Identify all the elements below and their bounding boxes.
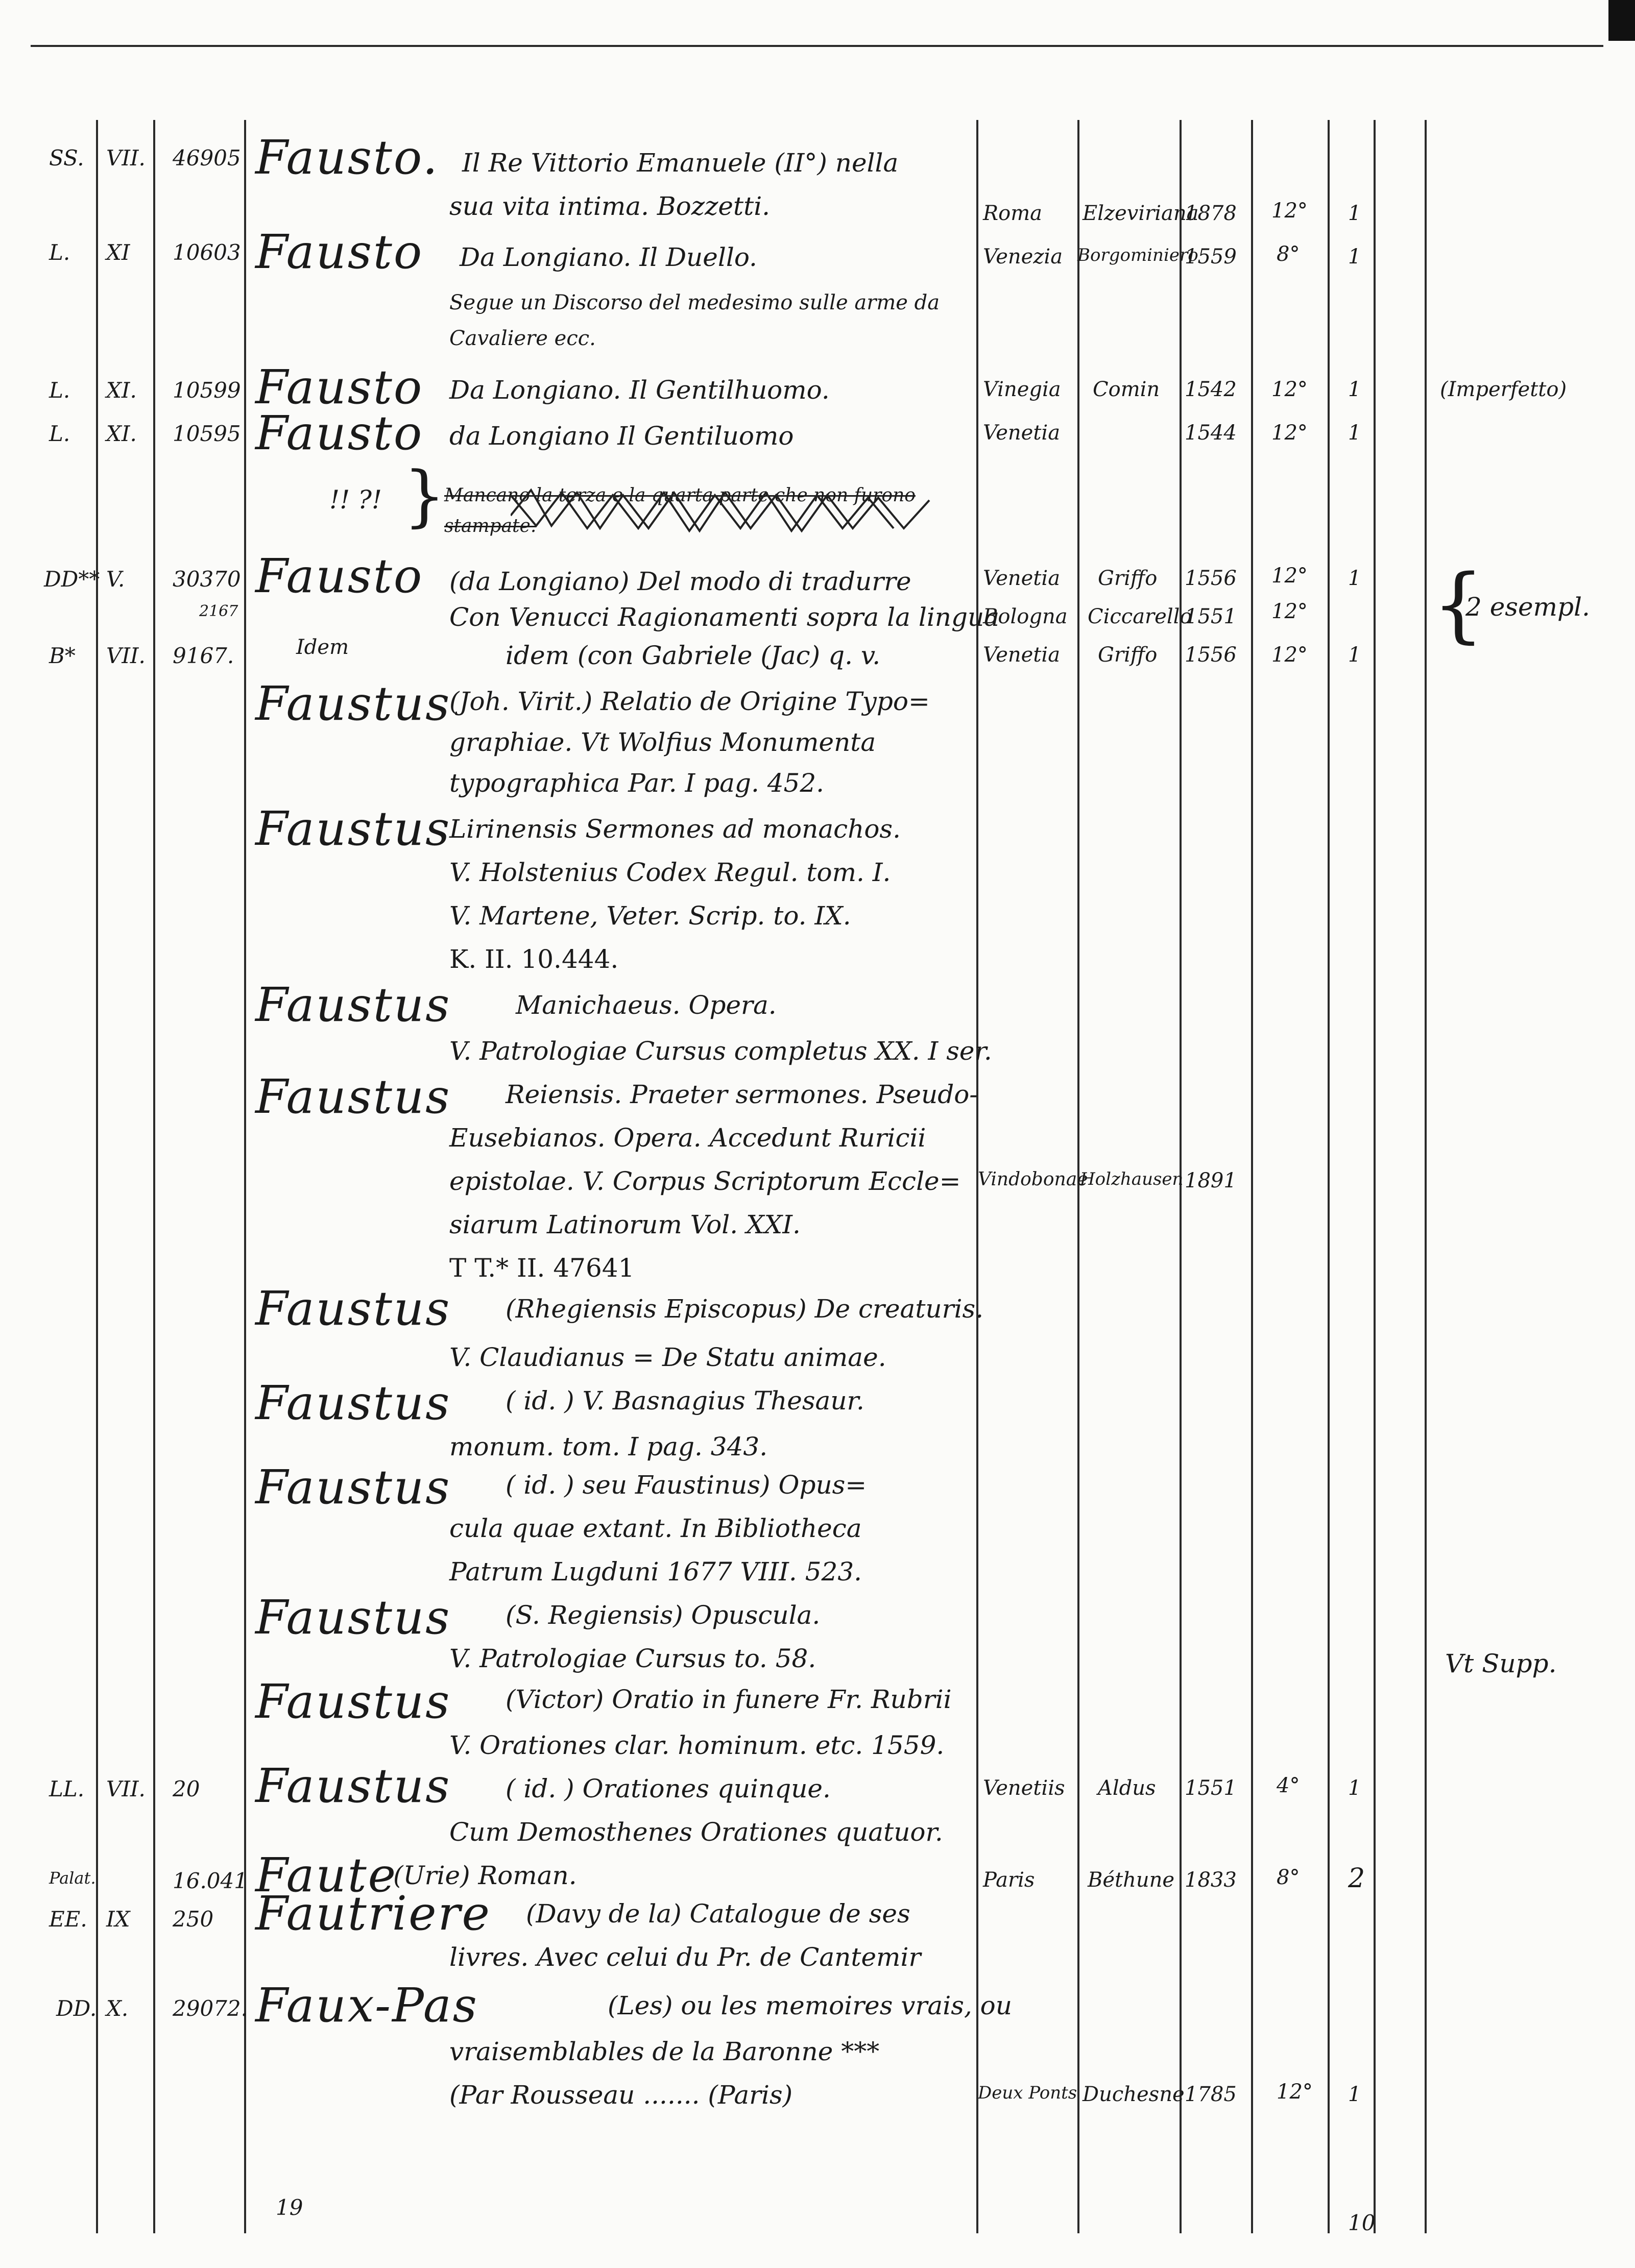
- entry-text: (Victor) Oratio in funere Fr. Rubrii: [506, 1685, 952, 1714]
- year: 1878: [1185, 202, 1237, 225]
- format: 12°: [1271, 643, 1308, 667]
- entry-heading: Faustus: [255, 1590, 451, 1645]
- shelf-a: L.: [49, 378, 70, 403]
- shelf-c: 10599: [173, 378, 241, 403]
- strikethrough-scribble: [511, 480, 970, 536]
- year: 1556: [1185, 567, 1237, 590]
- entry-text: ( id. ) Orationes quinque.: [506, 1774, 831, 1803]
- format: 12°: [1271, 378, 1308, 401]
- entry-text: V. Orationes clar. hominum. etc. 1559.: [449, 1730, 945, 1760]
- shelf-a: SS.: [49, 145, 84, 170]
- entry-text: Cum Demosthenes Orationes quatuor.: [449, 1817, 943, 1847]
- shelf-b: VII.: [106, 1776, 146, 1801]
- shelf-c: 20: [173, 1776, 200, 1801]
- shelf-b: VII.: [106, 643, 146, 668]
- place: Venezia: [983, 245, 1063, 269]
- shelf-b: X.: [106, 1996, 129, 2021]
- entry-heading: Faustus: [255, 978, 451, 1032]
- entry-text: Eusebianos. Opera. Accedunt Ruricii: [449, 1123, 926, 1153]
- entry-heading: Faustus: [255, 801, 451, 856]
- year: 1833: [1185, 1868, 1237, 1892]
- entry-text: V. Patrologiae Cursus completus XX. I ser.: [449, 1036, 992, 1066]
- shelf-b: XI: [106, 240, 130, 265]
- publisher: Borgominiero: [1077, 245, 1198, 265]
- entry-heading: Faustus: [255, 1069, 451, 1124]
- shelf-b: IX: [106, 1907, 130, 1932]
- vols: 1: [1348, 378, 1361, 401]
- format: 12°: [1277, 2080, 1313, 2104]
- vols: 1: [1348, 1776, 1361, 1800]
- shelf-c: 250: [173, 1907, 214, 1932]
- place: Deux Ponts: [978, 2083, 1077, 2103]
- publisher: Duchesne: [1083, 2083, 1185, 2106]
- shelf-b: V.: [106, 567, 125, 592]
- entry-text: (Les) ou les memoires vrais, ou: [608, 1991, 1012, 2020]
- format: 12°: [1271, 564, 1308, 588]
- col-rule-shelf-b: [153, 120, 155, 2233]
- col-rule-remark: [1425, 120, 1427, 2233]
- volume-count-total: 10: [1348, 2210, 1376, 2235]
- entry-text: Manichaeus. Opera.: [516, 990, 777, 1020]
- publisher: Ciccarello: [1088, 605, 1192, 628]
- place: Venetiis: [983, 1776, 1065, 1800]
- shelf-c: 9167.: [173, 643, 234, 668]
- entry-text: epistolae. V. Corpus Scriptorum Eccle=: [449, 1166, 961, 1196]
- page-number: 19: [276, 2195, 303, 2220]
- shelf-a: B*: [49, 643, 76, 668]
- col-rule-year: [1251, 120, 1253, 2233]
- entry-heading: Faustus: [255, 1281, 451, 1336]
- year: 1785: [1185, 2083, 1237, 2106]
- shelf-c: 10595: [173, 421, 241, 446]
- year: 1559: [1185, 245, 1237, 269]
- col-rule-shelf-a: [96, 120, 98, 2233]
- entry-text: sua vita intima. Bozzetti.: [449, 191, 771, 221]
- place: Paris: [983, 1868, 1035, 1892]
- place: Venetia: [983, 643, 1061, 667]
- shelf-c: 46905: [173, 145, 241, 170]
- entry-heading: Faute: [255, 1848, 398, 1903]
- struck-note: stampate.: [444, 516, 537, 536]
- publisher: Aldus: [1098, 1776, 1156, 1800]
- entry-text: K. II. 10.444.: [449, 944, 619, 974]
- format: 12°: [1271, 199, 1308, 223]
- shelf-c: 2167: [199, 602, 238, 620]
- entry-heading: Fautriere: [255, 1886, 491, 1941]
- entry-text: Da Longiano. Il Duello.: [460, 242, 757, 272]
- entry-text: V. Martene, Veter. Scrip. to. IX.: [449, 901, 851, 931]
- shelf-a: L.: [49, 240, 70, 265]
- vols: 1: [1348, 245, 1361, 269]
- place: Vinegia: [983, 378, 1061, 401]
- entry-text: (Urie) Roman.: [393, 1861, 577, 1890]
- remark: 2 esempl.: [1465, 592, 1590, 622]
- year: 1551: [1185, 1776, 1237, 1800]
- shelf-a: LL.: [49, 1776, 85, 1801]
- entry-heading: Faustus: [255, 1759, 451, 1813]
- place: Venetia: [983, 421, 1061, 445]
- entry-heading: Faustus: [255, 676, 451, 731]
- entry-text: ( id. ) V. Basnagius Thesaur.: [506, 1386, 864, 1416]
- entry-text: da Longiano Il Gentiluomo: [449, 421, 794, 451]
- entry-heading: Fausto: [255, 406, 424, 460]
- format: 12°: [1271, 421, 1308, 445]
- entry-text: T T.* II. 47641: [449, 1253, 635, 1283]
- entry-text: V. Holstenius Codex Regul. tom. I.: [449, 858, 891, 887]
- publisher: Comin: [1093, 378, 1160, 401]
- entry-text: (Joh. Virit.) Relatio de Origine Typo=: [449, 687, 930, 716]
- entry-text: (da Longiano) Del modo di tradurre: [449, 567, 911, 596]
- publisher: Holzhausen: [1080, 1169, 1184, 1189]
- entry-heading: Faustus: [255, 1460, 451, 1515]
- year: 1891: [1185, 1169, 1237, 1192]
- entry-heading: Fausto: [255, 360, 424, 414]
- shelf-c: 29072.: [173, 1996, 248, 2021]
- col-rule-vols: [1374, 120, 1376, 2233]
- entry-text: (Davy de la) Catalogue de ses: [526, 1899, 910, 1929]
- year: 1551: [1185, 605, 1237, 628]
- brace-icon: {: [1432, 556, 1484, 652]
- col-rule-format: [1328, 120, 1330, 2233]
- shelf-b: XI.: [106, 378, 137, 403]
- question-mark: !! ?!: [329, 485, 382, 515]
- shelf-c: 16.041: [173, 1868, 248, 1893]
- publisher: Griffo: [1098, 643, 1158, 667]
- shelf-a: L.: [49, 421, 70, 446]
- place: Bologna: [983, 605, 1068, 628]
- shelf-a: DD.: [56, 1996, 97, 2021]
- shelf-b: XI.: [106, 421, 137, 446]
- format: 8°: [1277, 242, 1300, 266]
- shelf-c: 10603: [173, 240, 241, 265]
- publisher: Griffo: [1098, 567, 1158, 590]
- entry-heading: Faustus: [255, 1376, 451, 1430]
- shelf-c: 30370: [173, 567, 241, 592]
- vols: 1: [1348, 567, 1361, 590]
- year: 1556: [1185, 643, 1237, 667]
- entry-text: Cavaliere ecc.: [449, 327, 596, 350]
- entry-text: typographica Par. I pag. 452.: [449, 768, 825, 798]
- format: 8°: [1277, 1866, 1300, 1889]
- right-edge-bar: [1608, 0, 1635, 41]
- entry-heading: Fausto: [255, 549, 424, 603]
- entry-text: Patrum Lugduni 1677 VIII. 523.: [449, 1557, 862, 1587]
- brace-icon: }: [403, 457, 446, 534]
- entry-text: Lirinensis Sermones ad monachos.: [449, 814, 901, 844]
- format: 4°: [1277, 1774, 1300, 1797]
- entry-text: (Rhegiensis Episcopus) De creaturis.: [506, 1294, 984, 1324]
- place: Venetia: [983, 567, 1061, 590]
- entry-text: siarum Latinorum Vol. XXI.: [449, 1210, 801, 1239]
- entry-text: graphiae. Vt Wolfius Monumenta: [449, 727, 876, 757]
- format: 12°: [1271, 600, 1308, 623]
- place: Vindobonae: [978, 1169, 1088, 1190]
- shelf-a: DD**: [44, 567, 100, 592]
- publisher: Elzeviriana: [1083, 202, 1199, 225]
- entry-text: (Par Rousseau ....... (Paris): [449, 2080, 793, 2110]
- top-border: [31, 45, 1603, 47]
- entry-text: monum. tom. I pag. 343.: [449, 1432, 768, 1461]
- entry-heading: Faustus: [255, 1674, 451, 1729]
- idem-label: Idem: [296, 636, 349, 659]
- vols: 1: [1348, 2083, 1361, 2106]
- shelf-a: EE.: [49, 1907, 87, 1932]
- remark: (Imperfetto): [1440, 378, 1567, 401]
- entry-heading: Fausto: [255, 225, 424, 279]
- col-rule-shelf-c: [244, 120, 246, 2233]
- entry-text: V. Patrologiae Cursus to. 58.: [449, 1644, 816, 1673]
- year: 1544: [1185, 421, 1237, 445]
- vols: 1: [1348, 421, 1361, 445]
- entry-heading: Faux-Pas: [255, 1978, 478, 2033]
- entry-text: livres. Avec celui du Pr. de Cantemir: [449, 1942, 921, 1972]
- place: Roma: [983, 202, 1042, 225]
- publisher: Béthune: [1088, 1868, 1175, 1892]
- vols: 2: [1348, 1863, 1365, 1894]
- entry-heading: Fausto.: [255, 130, 439, 185]
- entry-text: Segue un Discorso del medesimo sulle arme da: [449, 291, 940, 314]
- entry-text: ( id. ) seu Faustinus) Opus=: [506, 1470, 867, 1500]
- entry-text: (S. Regiensis) Opuscula.: [506, 1600, 821, 1630]
- entry-text: Con Venucci Ragionamenti sopra la lingua: [449, 602, 1000, 632]
- entry-text: Da Longiano. Il Gentilhuomo.: [449, 375, 830, 405]
- vols: 1: [1348, 643, 1361, 667]
- vols: 1: [1348, 202, 1361, 225]
- entry-text: V. Claudianus = De Statu animae.: [449, 1343, 886, 1372]
- struck-note: Mancano la terza e la quarta parte che non furono: [444, 485, 916, 506]
- entry-text: cula quae extant. In Bibliotheca: [449, 1514, 862, 1543]
- year: 1542: [1185, 378, 1237, 401]
- shelf-a: Palat.: [49, 1868, 96, 1888]
- entry-text: Il Re Vittorio Emanuele (II°) nella: [462, 148, 899, 178]
- remark: Vt Supp.: [1445, 1649, 1557, 1678]
- entry-text: vraisemblables de la Baronne ***: [449, 2037, 880, 2066]
- entry-text: idem (con Gabriele (Jac) q. v.: [506, 641, 881, 670]
- shelf-b: VII.: [106, 145, 146, 170]
- entry-text: Reiensis. Praeter sermones. Pseudo-: [506, 1080, 978, 1109]
